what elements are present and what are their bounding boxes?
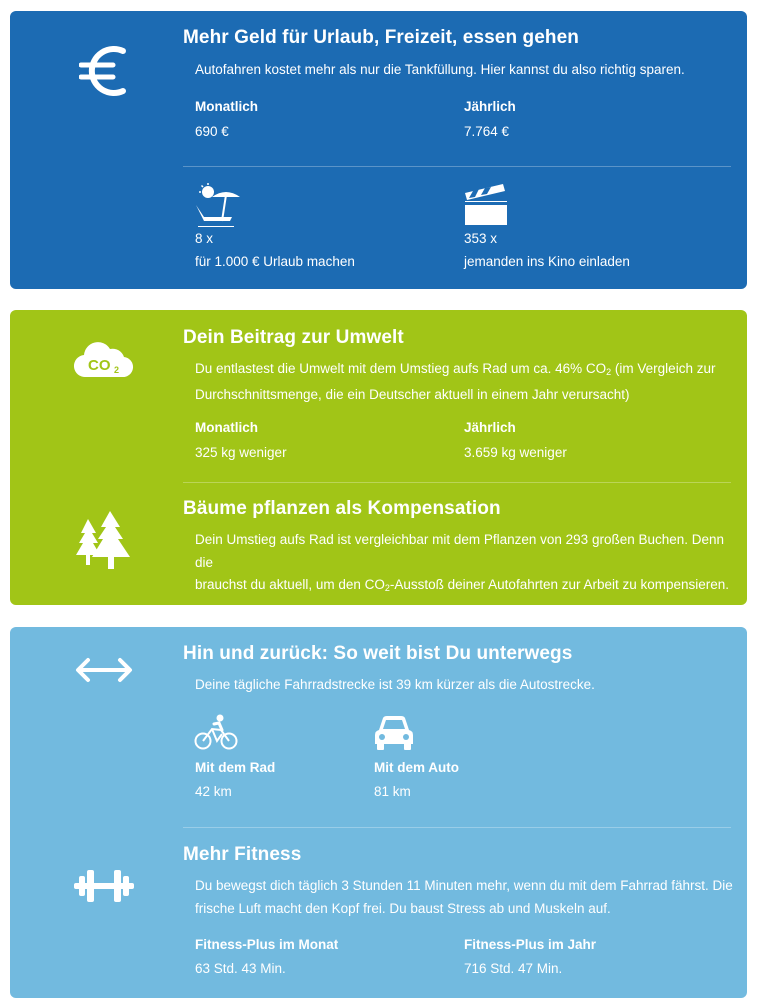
svg-text:CO: CO [88,357,111,374]
double-arrow-icon [74,653,134,687]
money-description: Autofahren kostet mehr als nur die Tankfüllung. Hier kannst du also richtig sparen. [195,62,685,77]
distance-title: Hin und zurück: So weit bist Du unterwegs [183,643,573,664]
money-title: Mehr Geld für Urlaub, Freizeit, essen gehen [183,27,579,48]
vacation-text: für 1.000 € Urlaub machen [195,254,355,269]
environment-desc-line2: Durchschnittsmenge, die ein Deutscher aktuell in einem Jahr verursacht) [195,386,630,402]
cinema-text: jemanden ins Kino einladen [464,254,630,269]
environment-desc-line1b: (im Vergleich zur [611,361,716,376]
environment-card [10,310,747,605]
environment-monthly-value: 325 kg weniger [195,445,287,460]
environment-desc-line1a: Du entlastest die Umwelt mit dem Umstieg aufs Rad um ca. 46% CO [195,361,607,376]
dumbbell-icon [74,867,134,905]
car-icon [373,714,415,757]
car-label: Mit dem Auto [374,760,459,775]
cyclist-icon [194,714,238,755]
bike-value: 42 km [195,784,232,799]
distance-fitness-card [10,627,747,998]
money-yearly-value: 7.764 € [464,124,510,139]
fitness-desc-line1: Du bewegst dich täglich 3 Stunden 11 Minuten mehr, wenn du mit dem Fahrrad fährst. Die [195,878,733,893]
money-yearly-label: Jährlich [464,99,516,114]
money-card [10,11,747,289]
distance-description: Deine tägliche Fahrradstrecke ist 39 km kürzer als die Autostrecke. [195,677,595,692]
beach-vacation-icon [194,183,240,232]
trees-icon [74,510,134,570]
trees-description [195,529,735,600]
trees-desc-line1: Dein Umstieg aufs Rad ist vergleichbar mit dem Pflanzen von 293 großen Buchen. Denn die [195,532,725,570]
fitness-yearly-label: Fitness-Plus im Jahr [464,937,597,952]
money-monthly-label: Monatlich [195,99,258,114]
environment-description [195,358,735,406]
vacation-count: 8 x [195,231,214,246]
fitness-title: Mehr Fitness [183,844,302,865]
co2-cloud-icon [74,336,134,382]
environment-title: Dein Beitrag zur Umwelt [183,327,404,348]
co2-subscript: 2 [606,367,612,377]
euro-icon [74,39,134,103]
money-monthly-value: 690 € [195,124,229,139]
environment-yearly-label: Jährlich [464,420,516,435]
fitness-desc-line2: frische Luft macht den Kopf frei. Du baust Stress ab und Muskeln auf. [195,900,611,916]
distance-divider [183,827,731,828]
fitness-description [195,875,735,920]
environment-divider [183,482,731,483]
fitness-monthly-value: 63 Std. 43 Min. [195,961,286,976]
svg-text:2: 2 [114,365,120,375]
clapperboard-icon [463,183,509,232]
fitness-yearly-value: 716 Std. 47 Min. [464,961,563,976]
environment-yearly-value: 3.659 kg weniger [464,445,567,460]
trees-desc-line2b: -Ausstoß deiner Autofahrten zur Arbeit zu kompensieren. [389,577,730,592]
trees-title: Bäume pflanzen als Kompensation [183,498,501,519]
cinema-count: 353 x [464,231,498,246]
environment-monthly-label: Monatlich [195,420,258,435]
car-value: 81 km [374,784,411,799]
trees-co2-subscript: 2 [384,583,390,593]
money-divider [183,166,731,167]
trees-desc-line2a: brauchst du aktuell, um den CO [195,577,385,592]
fitness-monthly-label: Fitness-Plus im Monat [195,937,339,952]
bike-label: Mit dem Rad [195,760,276,775]
